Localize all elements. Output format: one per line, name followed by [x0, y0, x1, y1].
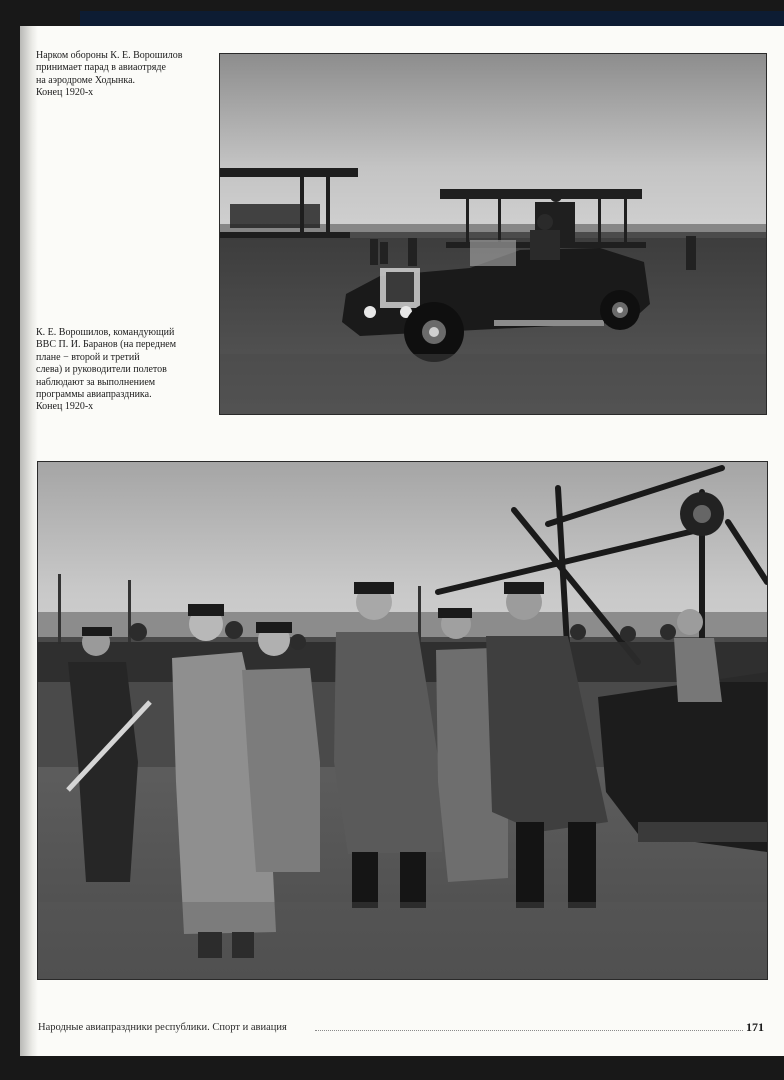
book-cover-edge: [80, 11, 784, 27]
photo-parade-airfield: [219, 53, 767, 415]
book-page: [20, 26, 784, 1056]
photo-caption-bottom: К. Е. Ворошилов, командующий ВВС П. И. Баранов (на переднем плане − второй и третий слева) и руководители полетов наблюдают за выполнением программы авиапраздника. Конец 1920-х: [36, 327, 177, 413]
photo-officers-watching: [37, 461, 768, 980]
page-number: 171: [746, 1020, 764, 1034]
photo-caption-top: Нарком обороны К. Е. Ворошилов принимает парад в авиаотряде на аэродроме Ходынка. Конец 1920-х: [36, 50, 183, 99]
running-footer-title: Народные авиапраздники республики. Спорт и авиация: [38, 1022, 287, 1033]
gutter-shadow: [20, 26, 38, 1056]
footer-dotted-rule: [315, 1030, 743, 1031]
